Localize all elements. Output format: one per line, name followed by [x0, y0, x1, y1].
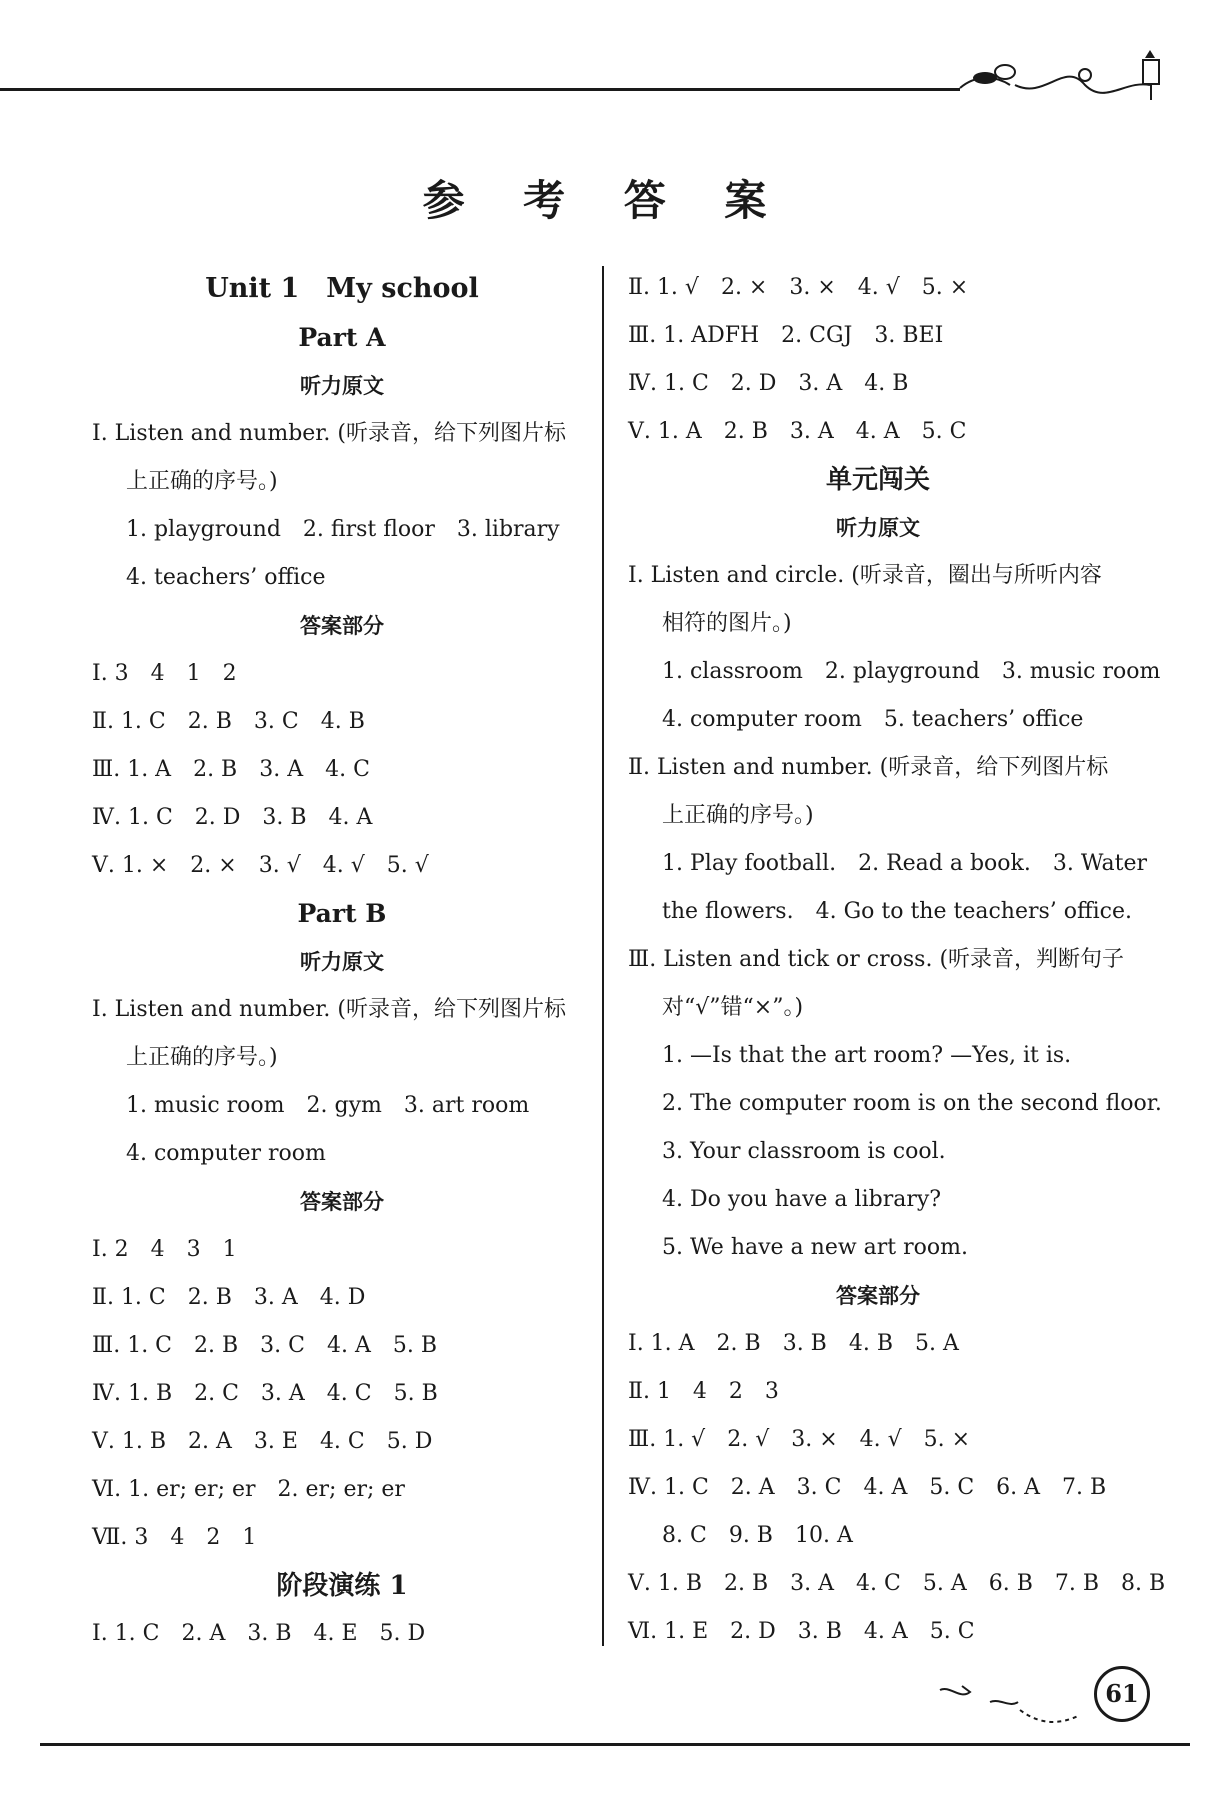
text-line: 4. teachers’ office [126, 565, 326, 590]
text-line: 4. computer room [126, 1141, 326, 1166]
text-line: 1. Play football. 2. Read a book. 3. Water [662, 851, 1148, 876]
text-line: Ⅵ. 1. er; er; er 2. er; er; er [92, 1477, 405, 1502]
right-column [628, 264, 1166, 1656]
text-line: 上正确的序号。) [662, 803, 814, 828]
text-line: 答案部分 [300, 1189, 384, 1214]
text-line: Ⅴ. 1. × 2. × 3. √ 4. √ 5. √ [92, 853, 429, 878]
text-line: Ⅰ. 2 4 3 1 [92, 1237, 237, 1262]
text-line: 听力原文 [300, 949, 384, 974]
text-line: Ⅰ. Listen and number. (听录音，给下列图片标 [92, 997, 566, 1022]
text-line: Ⅴ. 1. B 2. B 3. A 4. C 5. A 6. B 7. B 8. B [628, 1571, 1166, 1596]
text-line: Ⅲ. Listen and tick or cross. (听录音，判断句子 [628, 947, 1125, 972]
text-line: Ⅱ. 1. √ 2. × 3. × 4. √ 5. × [628, 275, 969, 300]
text-line: Ⅶ. 3 4 2 1 [92, 1525, 257, 1550]
text-line: Ⅱ. 1. C 2. B 3. A 4. D [92, 1285, 366, 1310]
text-line: 阶段演练 1 [276, 1571, 408, 1601]
text-line: Ⅰ. Listen and number. (听录音，给下列图片标 [92, 421, 566, 446]
left-column [92, 264, 592, 1658]
text-line: 4. computer room 5. teachers’ office [662, 707, 1084, 732]
text-line: Ⅲ. 1. A 2. B 3. A 4. C [92, 757, 370, 782]
text-line: 1. playground 2. first floor 3. library [126, 517, 560, 542]
text-line: Ⅰ. 1. C 2. A 3. B 4. E 5. D [92, 1621, 426, 1646]
text-line: 听力原文 [836, 515, 920, 540]
text-line: Unit 1 My school [205, 273, 479, 304]
text-line: Ⅲ. 1. C 2. B 3. C 4. A 5. B [92, 1333, 438, 1358]
text-line: Ⅰ. Listen and circle. (听录音，圈出与所听内容 [628, 563, 1102, 588]
text-line: 相符的图片。) [662, 611, 792, 636]
text-line: Ⅵ. 1. E 2. D 3. B 4. A 5. C [628, 1619, 975, 1644]
text-line: 答案部分 [300, 613, 384, 638]
text-line: 5. We have a new art room. [662, 1235, 968, 1260]
text-line: 1. music room 2. gym 3. art room [126, 1093, 530, 1118]
text-line: 单元闯关 [825, 465, 930, 495]
text-line: 对“√”错“×”。) [662, 995, 804, 1020]
page-title: 参 考 答 案 [422, 176, 789, 225]
text-line: 答案部分 [836, 1283, 920, 1308]
text-line: 4. Do you have a library? [662, 1187, 942, 1212]
text-line: Ⅴ. 1. B 2. A 3. E 4. C 5. D [92, 1429, 433, 1454]
text-line: Ⅰ. 1. A 2. B 3. B 4. B 5. A [628, 1331, 959, 1356]
text-line: Ⅳ. 1. C 2. A 3. C 4. A 5. C 6. A 7. B [628, 1475, 1107, 1500]
text-line: Ⅲ. 1. ADFH 2. CGJ 3. BEI [628, 323, 944, 348]
text-line: 听力原文 [300, 373, 384, 398]
text-line: Ⅴ. 1. A 2. B 3. A 4. A 5. C [628, 419, 967, 444]
text-line: Ⅲ. 1. √ 2. √ 3. × 4. √ 5. × [628, 1427, 971, 1452]
text-line: Part A [298, 323, 386, 352]
column-divider [602, 266, 604, 1646]
text-line: Ⅱ. 1 4 2 3 [628, 1379, 779, 1404]
top-rule [0, 88, 960, 91]
text-line: 1. classroom 2. playground 3. music room [662, 659, 1161, 684]
text-line: Ⅱ. Listen and number. (听录音，给下列图片标 [628, 755, 1109, 780]
page-number: 61 [1094, 1666, 1150, 1722]
text-line: the flowers. 4. Go to the teachers’ office. [662, 899, 1133, 924]
text-line: Part B [297, 899, 387, 928]
text-line: Ⅳ. 1. C 2. D 3. A 4. B [628, 371, 909, 396]
text-line: 上正确的序号。) [126, 1045, 278, 1070]
bottom-rule [40, 1743, 1190, 1746]
text-line: Ⅰ. 3 4 1 2 [92, 661, 237, 686]
text-line: Ⅱ. 1. C 2. B 3. C 4. B [92, 709, 365, 734]
text-line: Ⅳ. 1. B 2. C 3. A 4. C 5. B [92, 1381, 438, 1406]
text-line: Ⅳ. 1. C 2. D 3. B 4. A [92, 805, 373, 830]
text-line: 2. The computer room is on the second floor. [662, 1091, 1162, 1116]
ornament-icon [955, 40, 1175, 120]
text-line: 上正确的序号。) [126, 469, 278, 494]
text-line: 1. —Is that the art room? —Yes, it is. [662, 1043, 1072, 1068]
text-line: 3. Your classroom is cool. [662, 1139, 946, 1164]
text-line: 8. C 9. B 10. A [662, 1523, 853, 1548]
bird-icon [930, 1630, 1110, 1740]
